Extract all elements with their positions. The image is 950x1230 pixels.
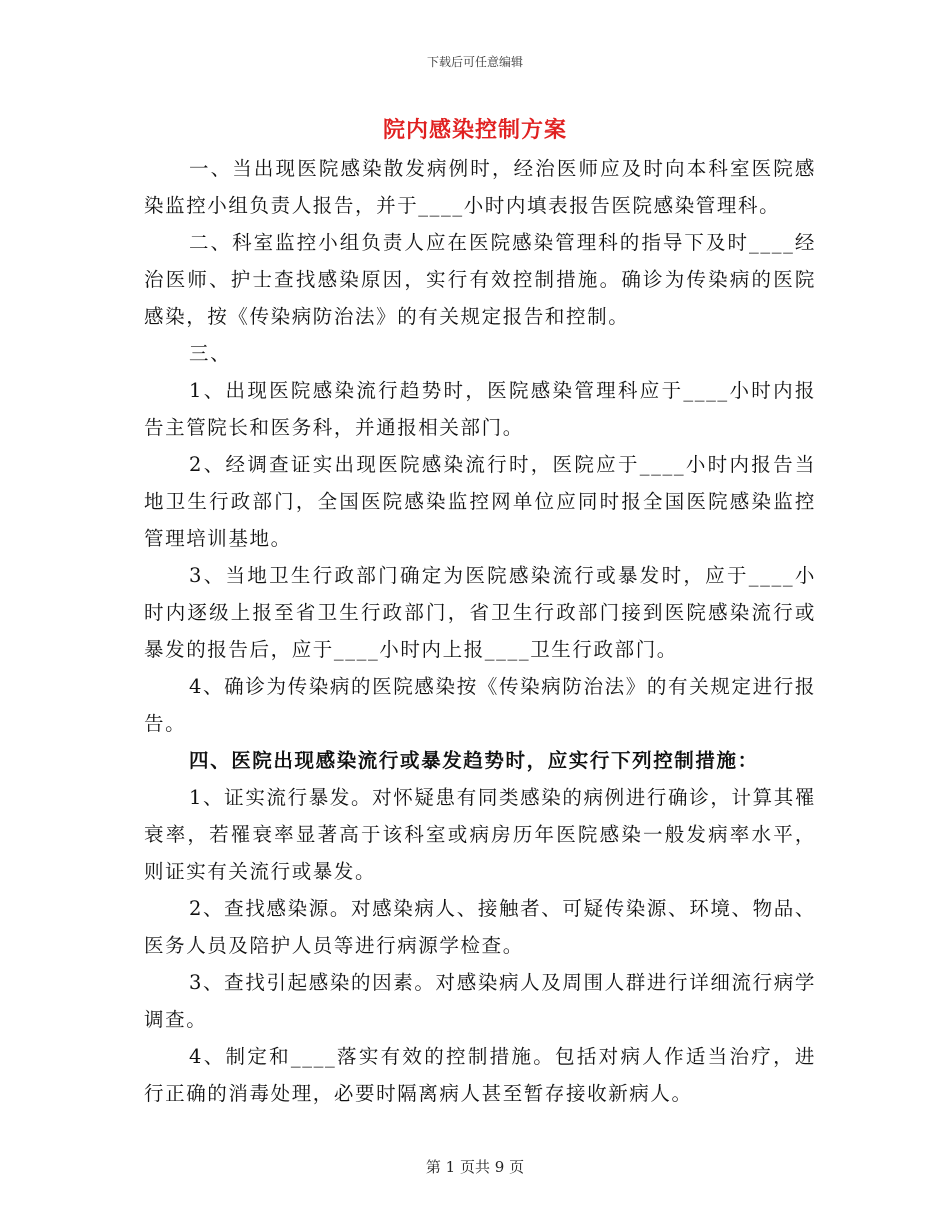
page-number: 第 1 页共 9 页 (425, 1158, 525, 1176)
document-title: 院内感染控制方案 (382, 117, 567, 143)
paragraph-3-2: 2、经调查证实出现医院感染流行时，医院应于____小时内报告当地卫生行政部门，全国医院感染监控网单位应同时报全国医院感染监控管理培训基地。 (144, 453, 816, 550)
paragraph-4-4: 4、制定和____落实有效的控制措施。包括对病人作适当治疗，进行正确的消毒处理，必要时隔离病人甚至暂存接收新病人。 (144, 1045, 816, 1105)
paragraph-1: 一、当出现医院感染散发病例时，经治医师应及时向本科室医院感染监控小组负责人报告，并于____小时内填表报告医院感染管理科。 (144, 157, 816, 217)
paragraph-4-2: 2、查找感染源。对感染病人、接触者、可疑传染源、环境、物品、医务人员及陪护人员等进行病源学检查。 (144, 897, 816, 957)
document-body (144, 150, 816, 1112)
header-note: 下载后可任意编辑 (426, 55, 523, 69)
paragraph-2: 二、科室监控小组负责人应在医院感染管理科的指导下及时____经治医师、护士查找感染原因，实行有效控制措施。确诊为传染病的医院感染，按《传染病防治法》的有关规定报告和控制。 (144, 231, 816, 328)
paragraph-3-1: 1、出现医院感染流行趋势时，医院感染管理科应于____小时内报告主管院长和医务科，并通报相关部门。 (144, 379, 816, 439)
paragraph-3-3: 3、当地卫生行政部门确定为医院感染流行或暴发时，应于____小时内逐级上报至省卫生行政部门，省卫生行政部门接到医院感染流行或暴发的报告后，应于____小时内上报____卫生行政部门。 (144, 564, 816, 661)
paragraph-4-3: 3、查找引起感染的因素。对感染病人及周围人群进行详细流行病学调查。 (144, 971, 816, 1031)
paragraph-4-1: 1、证实流行暴发。对怀疑患有同类感染的病例进行确诊，计算其罹衰率，若罹衰率显著高于该科室或病房历年医院感染一般发病率水平，则证实有关流行或暴发。 (144, 786, 816, 883)
section-heading-4: 四、医院出现感染流行或暴发趋势时，应实行下列控制措施： (189, 749, 759, 772)
paragraph-3: 三、 (189, 342, 232, 365)
paragraph-3-4: 4、确诊为传染病的医院感染按《传染病防治法》的有关规定进行报告。 (144, 675, 816, 735)
